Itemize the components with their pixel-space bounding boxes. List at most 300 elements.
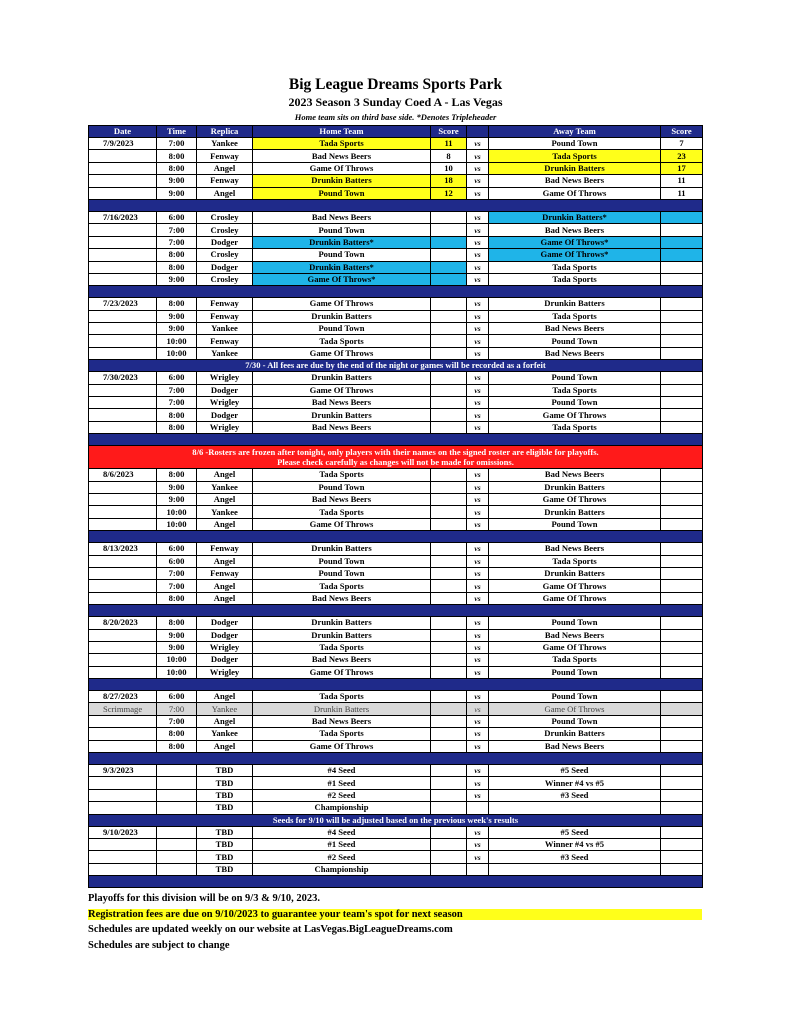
game-field: Angel <box>197 469 253 481</box>
home-team: Bad News Beers <box>253 421 431 433</box>
game-time: 9:00 <box>157 629 197 641</box>
home-score <box>431 543 467 555</box>
home-team: Championship <box>253 863 431 875</box>
away-score <box>661 851 703 863</box>
away-score <box>661 789 703 801</box>
game-field: Dodger <box>197 654 253 666</box>
away-team: Drunkin Batters <box>489 162 661 174</box>
header-time: Time <box>157 126 197 138</box>
header-home-team: Home Team <box>253 126 431 138</box>
game-field: Yankee <box>197 481 253 493</box>
footer-disclaimer: Schedules are subject to change <box>88 940 230 951</box>
game-date <box>89 838 157 850</box>
away-score <box>661 838 703 850</box>
home-score <box>431 518 467 530</box>
game-date <box>89 261 157 273</box>
alert-line-1: 8/6 -Rosters are frozen after tonight, only players with their names on the signed roster are eligible for playoffs. <box>192 447 599 458</box>
game-date <box>89 187 157 199</box>
away-team: #3 Seed <box>489 851 661 863</box>
home-score <box>431 249 467 261</box>
game-time: 6:00 <box>157 543 197 555</box>
game-date <box>89 150 157 162</box>
away-team: Tada Sports <box>489 384 661 396</box>
away-team: Game Of Throws <box>489 580 661 592</box>
game-row <box>89 481 703 493</box>
game-field: Yankee <box>197 506 253 518</box>
home-team: Championship <box>253 802 431 814</box>
home-score <box>431 863 467 875</box>
schedule-note: Home team sits on third base side. *Denotes Tripleheader <box>294 112 497 122</box>
alert-banner <box>89 446 703 469</box>
game-date <box>89 323 157 335</box>
home-score <box>431 789 467 801</box>
home-team: Bad News Beers <box>253 211 431 223</box>
game-time: 9:00 <box>157 175 197 187</box>
game-time: 9:00 <box>157 641 197 653</box>
home-team: Bad News Beers <box>253 397 431 409</box>
game-field: Crosley <box>197 249 253 261</box>
home-team: Game Of Throws <box>253 298 431 310</box>
vs-label: vs <box>467 249 489 261</box>
home-team: #4 Seed <box>253 826 431 838</box>
game-field: TBD <box>197 802 253 814</box>
home-score: 10 <box>431 162 467 174</box>
home-team: Tada Sports <box>253 138 431 150</box>
game-time <box>157 838 197 850</box>
home-team: #2 Seed <box>253 789 431 801</box>
game-date: 8/13/2023 <box>89 543 157 555</box>
vs-label: vs <box>467 175 489 187</box>
game-row <box>89 421 703 433</box>
game-field: TBD <box>197 863 253 875</box>
away-team: Bad News Beers <box>489 323 661 335</box>
game-date <box>89 580 157 592</box>
game-time: 6:00 <box>157 691 197 703</box>
vs-label: vs <box>467 666 489 678</box>
home-score <box>431 224 467 236</box>
away-score <box>661 654 703 666</box>
vs-label: vs <box>467 261 489 273</box>
away-score <box>661 421 703 433</box>
away-score <box>661 298 703 310</box>
home-score <box>431 629 467 641</box>
vs-label: vs <box>467 409 489 421</box>
away-score <box>661 506 703 518</box>
game-time: 8:00 <box>157 421 197 433</box>
vs-label: vs <box>467 543 489 555</box>
game-date <box>89 555 157 567</box>
game-row <box>89 629 703 641</box>
home-score <box>431 323 467 335</box>
away-score <box>661 249 703 261</box>
game-time: 9:00 <box>157 273 197 285</box>
game-date <box>89 506 157 518</box>
section-divider <box>89 434 703 446</box>
home-score <box>431 654 467 666</box>
away-score: 11 <box>661 175 703 187</box>
away-team: Bad News Beers <box>489 740 661 752</box>
game-date: 7/23/2023 <box>89 298 157 310</box>
game-time: 10:00 <box>157 666 197 678</box>
section-divider <box>89 876 703 888</box>
away-score <box>661 802 703 814</box>
away-team: Drunkin Batters <box>489 481 661 493</box>
vs-label: vs <box>467 703 489 715</box>
game-date <box>89 273 157 285</box>
game-date <box>89 310 157 322</box>
notice-text: 7/30 - All fees are due by the end of the night or games will be recorded as a forfeit <box>89 360 703 372</box>
away-score <box>661 777 703 789</box>
table-header-row <box>89 126 703 138</box>
vs-label: vs <box>467 384 489 396</box>
home-team: #2 Seed <box>253 851 431 863</box>
vs-label: vs <box>467 224 489 236</box>
game-date <box>89 249 157 261</box>
game-field: Fenway <box>197 298 253 310</box>
away-team: Pound Town <box>489 138 661 150</box>
vs-label: vs <box>467 851 489 863</box>
game-date <box>89 224 157 236</box>
home-team: Game Of Throws <box>253 347 431 359</box>
away-score <box>661 224 703 236</box>
game-field: Angel <box>197 740 253 752</box>
game-field: Angel <box>197 691 253 703</box>
home-team: Tada Sports <box>253 641 431 653</box>
away-score <box>661 518 703 530</box>
game-date <box>89 335 157 347</box>
game-field: Yankee <box>197 138 253 150</box>
game-time: 7:00 <box>157 224 197 236</box>
away-score: 7 <box>661 138 703 150</box>
home-team: Pound Town <box>253 224 431 236</box>
vs-label: vs <box>467 506 489 518</box>
divider-cell <box>89 679 703 691</box>
game-field: Dodger <box>197 617 253 629</box>
home-team: Game Of Throws <box>253 518 431 530</box>
game-row <box>89 323 703 335</box>
away-team: #3 Seed <box>489 789 661 801</box>
game-date: Scrimmage <box>89 703 157 715</box>
away-team: Tada Sports <box>489 273 661 285</box>
away-team: Winner #4 vs #5 <box>489 777 661 789</box>
game-row <box>89 175 703 187</box>
home-score <box>431 310 467 322</box>
game-row <box>89 580 703 592</box>
schedule-table <box>88 125 703 888</box>
game-date <box>89 715 157 727</box>
game-time: 6:00 <box>157 555 197 567</box>
game-row <box>89 409 703 421</box>
away-team: Game Of Throws <box>489 641 661 653</box>
vs-label: vs <box>467 518 489 530</box>
game-date <box>89 421 157 433</box>
game-row <box>89 777 703 789</box>
game-field: Crosley <box>197 224 253 236</box>
game-row <box>89 310 703 322</box>
game-date <box>89 851 157 863</box>
away-team: Pound Town <box>489 617 661 629</box>
vs-label: vs <box>467 715 489 727</box>
notice-banner <box>89 814 703 826</box>
game-field: Angel <box>197 493 253 505</box>
home-score <box>431 691 467 703</box>
away-score <box>661 372 703 384</box>
home-team: Tada Sports <box>253 469 431 481</box>
section-divider <box>89 753 703 765</box>
game-row <box>89 838 703 850</box>
vs-label: vs <box>467 335 489 347</box>
game-time: 7:00 <box>157 138 197 150</box>
home-score <box>431 666 467 678</box>
game-field: Dodger <box>197 409 253 421</box>
game-field: Angel <box>197 715 253 727</box>
home-score <box>431 481 467 493</box>
game-row <box>89 236 703 248</box>
page-title: Big League Dreams Sports Park <box>288 76 503 93</box>
home-team: Tada Sports <box>253 728 431 740</box>
home-team: Drunkin Batters <box>253 409 431 421</box>
game-field: Wrigley <box>197 641 253 653</box>
home-score <box>431 715 467 727</box>
game-date: 8/20/2023 <box>89 617 157 629</box>
away-team: Game Of Throws <box>489 409 661 421</box>
game-field: Angel <box>197 555 253 567</box>
home-team: Tada Sports <box>253 580 431 592</box>
game-row <box>89 187 703 199</box>
alert-line-2: Please check carefully as changes will not be made for omissions. <box>277 457 514 468</box>
home-team: Pound Town <box>253 567 431 579</box>
game-row <box>89 728 703 740</box>
away-score: 17 <box>661 162 703 174</box>
home-team: Drunkin Batters <box>253 175 431 187</box>
away-team: Pound Town <box>489 335 661 347</box>
game-row <box>89 654 703 666</box>
game-field: Angel <box>197 162 253 174</box>
home-score <box>431 493 467 505</box>
home-team: Tada Sports <box>253 506 431 518</box>
game-time <box>157 777 197 789</box>
vs-label: vs <box>467 138 489 150</box>
game-row <box>89 273 703 285</box>
game-row <box>89 384 703 396</box>
vs-label: vs <box>467 641 489 653</box>
game-date <box>89 641 157 653</box>
section-divider <box>89 199 703 211</box>
home-team: Drunkin Batters <box>253 703 431 715</box>
home-score: 8 <box>431 150 467 162</box>
vs-label: vs <box>467 838 489 850</box>
away-score <box>661 641 703 653</box>
home-team: Game Of Throws <box>253 162 431 174</box>
away-team: Drunkin Batters <box>489 298 661 310</box>
vs-label: vs <box>467 469 489 481</box>
home-score <box>431 273 467 285</box>
home-team: Game Of Throws* <box>253 273 431 285</box>
home-team: Game Of Throws <box>253 666 431 678</box>
away-score <box>661 691 703 703</box>
home-score: 11 <box>431 138 467 150</box>
alert-cell <box>89 446 703 469</box>
game-field: Angel <box>197 187 253 199</box>
game-time: 7:00 <box>157 397 197 409</box>
vs-label: vs <box>467 567 489 579</box>
home-score <box>431 838 467 850</box>
game-row <box>89 543 703 555</box>
away-team: Drunkin Batters <box>489 567 661 579</box>
header-away-score: Score <box>661 126 703 138</box>
game-date <box>89 518 157 530</box>
home-team: #1 Seed <box>253 838 431 850</box>
game-row <box>89 863 703 875</box>
game-date: 7/30/2023 <box>89 372 157 384</box>
vs-label <box>467 863 489 875</box>
away-score <box>661 261 703 273</box>
home-team: Drunkin Batters <box>253 629 431 641</box>
game-time: 10:00 <box>157 335 197 347</box>
away-team: Bad News Beers <box>489 224 661 236</box>
home-score <box>431 851 467 863</box>
game-time: 9:00 <box>157 493 197 505</box>
away-score <box>661 481 703 493</box>
away-team: Bad News Beers <box>489 543 661 555</box>
home-score <box>431 641 467 653</box>
home-score <box>431 703 467 715</box>
away-score <box>661 323 703 335</box>
vs-label: vs <box>467 150 489 162</box>
home-score <box>431 728 467 740</box>
home-score <box>431 580 467 592</box>
game-row <box>89 715 703 727</box>
away-score <box>661 617 703 629</box>
game-row <box>89 138 703 150</box>
game-date <box>89 740 157 752</box>
section-divider <box>89 531 703 543</box>
home-team: Tada Sports <box>253 691 431 703</box>
game-field: Yankee <box>197 323 253 335</box>
game-date <box>89 728 157 740</box>
away-team: Pound Town <box>489 397 661 409</box>
away-team: Bad News Beers <box>489 629 661 641</box>
game-row <box>89 555 703 567</box>
game-time: 7:00 <box>157 384 197 396</box>
away-score <box>661 543 703 555</box>
game-date <box>89 493 157 505</box>
game-time: 8:00 <box>157 592 197 604</box>
vs-label: vs <box>467 187 489 199</box>
vs-label: vs <box>467 481 489 493</box>
game-time: 10:00 <box>157 506 197 518</box>
away-team: Game Of Throws <box>489 703 661 715</box>
away-team <box>489 802 661 814</box>
away-team: Drunkin Batters <box>489 728 661 740</box>
away-score <box>661 703 703 715</box>
home-score <box>431 592 467 604</box>
game-row <box>89 372 703 384</box>
header-replica: Replica <box>197 126 253 138</box>
home-score <box>431 335 467 347</box>
game-row <box>89 224 703 236</box>
away-team: Game Of Throws* <box>489 249 661 261</box>
game-time: 8:00 <box>157 617 197 629</box>
away-team: Game Of Throws* <box>489 236 661 248</box>
home-score <box>431 765 467 777</box>
home-team: Game Of Throws <box>253 740 431 752</box>
game-time: 9:00 <box>157 310 197 322</box>
game-time <box>157 765 197 777</box>
game-row <box>89 592 703 604</box>
game-field: TBD <box>197 826 253 838</box>
game-field: Fenway <box>197 543 253 555</box>
game-row <box>89 765 703 777</box>
home-team: Drunkin Batters <box>253 543 431 555</box>
header-date: Date <box>89 126 157 138</box>
home-score <box>431 469 467 481</box>
away-team <box>489 863 661 875</box>
notice-text: Seeds for 9/10 will be adjusted based on the previous week's results <box>89 814 703 826</box>
away-score <box>661 629 703 641</box>
schedule-body <box>89 138 703 888</box>
game-row <box>89 397 703 409</box>
home-team: Pound Town <box>253 323 431 335</box>
away-score <box>661 826 703 838</box>
game-row <box>89 617 703 629</box>
away-score <box>661 765 703 777</box>
divider-cell <box>89 199 703 211</box>
away-team: Pound Town <box>489 715 661 727</box>
notice-banner <box>89 360 703 372</box>
game-field: TBD <box>197 765 253 777</box>
game-row <box>89 162 703 174</box>
game-row <box>89 802 703 814</box>
game-field: Wrigley <box>197 421 253 433</box>
section-divider <box>89 679 703 691</box>
game-time <box>157 826 197 838</box>
away-team: Bad News Beers <box>489 469 661 481</box>
game-field: Yankee <box>197 728 253 740</box>
footer-playoffs: Playoffs for this division will be on 9/3 & 9/10, 2023. <box>88 893 320 904</box>
game-field: Angel <box>197 580 253 592</box>
game-date: 8/6/2023 <box>89 469 157 481</box>
game-date <box>89 384 157 396</box>
vs-label: vs <box>467 789 489 801</box>
away-score <box>661 469 703 481</box>
game-row <box>89 666 703 678</box>
home-team: Game Of Throws <box>253 384 431 396</box>
game-date: 8/27/2023 <box>89 691 157 703</box>
away-team: Game Of Throws <box>489 592 661 604</box>
game-field: TBD <box>197 789 253 801</box>
home-team: Drunkin Batters* <box>253 261 431 273</box>
section-divider <box>89 605 703 617</box>
home-score <box>431 740 467 752</box>
game-date <box>89 654 157 666</box>
game-date <box>89 789 157 801</box>
game-time <box>157 802 197 814</box>
away-team: Tada Sports <box>489 150 661 162</box>
game-time: 9:00 <box>157 323 197 335</box>
game-row <box>89 518 703 530</box>
away-score <box>661 567 703 579</box>
vs-label: vs <box>467 421 489 433</box>
game-field: Fenway <box>197 175 253 187</box>
away-score: 23 <box>661 150 703 162</box>
game-time: 8:00 <box>157 740 197 752</box>
vs-label: vs <box>467 211 489 223</box>
game-date: 7/9/2023 <box>89 138 157 150</box>
vs-label: vs <box>467 777 489 789</box>
divider-cell <box>89 876 703 888</box>
away-team: Bad News Beers <box>489 175 661 187</box>
